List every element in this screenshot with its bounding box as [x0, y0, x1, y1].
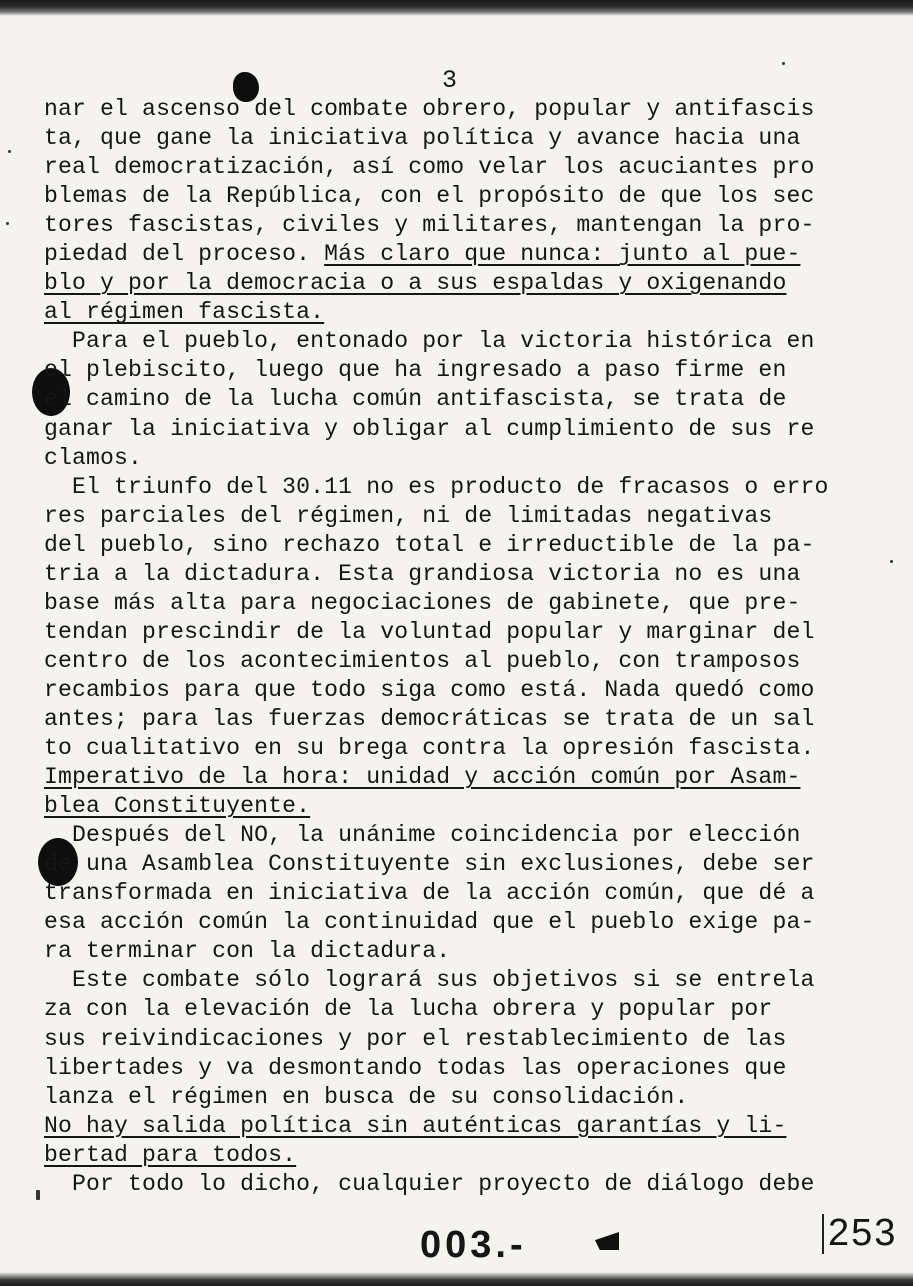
- line-text: piedad del proceso.: [44, 241, 325, 268]
- text-line: [44, 124, 889, 153]
- line-text: ra terminar con la dictadura.: [44, 938, 451, 965]
- footer-code: 003.-: [420, 1224, 527, 1266]
- line-text: nar el ascenso del combate obrero, popular y antifascis: [44, 96, 815, 122]
- page-number: 3: [442, 66, 458, 95]
- scan-speck: [8, 150, 11, 153]
- text-line: [44, 502, 889, 531]
- line-text: sus reivindicaciones y por el restablecimiento de las: [44, 1025, 787, 1052]
- text-line: [44, 647, 889, 676]
- scan-speck: [890, 560, 893, 563]
- line-text: blemas de la República, con el propósito de que los sec: [44, 183, 815, 210]
- line-text: libertades y va desmontando todas las operaciones que: [44, 1054, 787, 1081]
- text-line: [44, 1112, 889, 1141]
- line-text: tria a la dictadura. Esta grandiosa victoria no es una: [44, 560, 801, 587]
- folio-number: 253: [828, 1212, 898, 1254]
- text-line: [44, 821, 889, 850]
- line-text: res parciales del régimen, ni de limitadas negativas: [44, 502, 773, 529]
- line-text: ta, que gane la iniciativa política y avance hacia una: [44, 125, 801, 152]
- text-line: [44, 473, 889, 502]
- line-text: ganar la iniciativa y obligar al cumplimiento de sus re: [44, 415, 815, 442]
- text-line: [44, 589, 889, 618]
- text-line: [44, 1083, 889, 1112]
- footer-ink-mark: [595, 1232, 619, 1250]
- text-line: [44, 1170, 889, 1199]
- underlined-text: Imperativo de la hora: unidad y acción común por Asam-: [44, 764, 801, 791]
- text-line: [44, 792, 889, 821]
- line-text: lanza el régimen en busca de su consolidación.: [44, 1083, 689, 1110]
- text-line: [44, 356, 889, 385]
- line-text: centro de los acontecimientos al pueblo, con tramposos: [44, 647, 801, 674]
- line-text: de una Asamblea Constituyente sin exclusiones, debe ser: [44, 851, 815, 878]
- line-text: Por todo lo dicho, cualquier proyecto de diálogo debe: [44, 1170, 815, 1197]
- typewritten-body: [44, 95, 889, 1199]
- text-line: [44, 676, 889, 705]
- text-line: [44, 937, 889, 966]
- folio-divider: [822, 1214, 824, 1254]
- line-text: base más alta para negociaciones de gabinete, que pre-: [44, 589, 801, 616]
- text-line: [44, 560, 889, 589]
- text-line: [44, 1054, 889, 1083]
- line-text: El triunfo del 30.11 no es producto de fracasos o erro: [44, 473, 829, 500]
- underlined-text: blo y por la democracia o a sus espaldas y oxigenando: [44, 270, 787, 297]
- line-text: za con la elevación de la lucha obrera y popular por: [44, 996, 773, 1023]
- line-text: to cualitativo en su brega contra la opresión fascista.: [44, 735, 815, 762]
- underlined-text: blea Constituyente.: [44, 793, 311, 820]
- scan-speck: [36, 1190, 40, 1200]
- text-line: [44, 415, 889, 444]
- line-text: tores fascistas, civiles y militares, mantengan la pro-: [44, 212, 815, 239]
- line-text: real democratización, así como velar los acuciantes pro: [44, 154, 815, 181]
- text-line: [44, 705, 889, 734]
- line-text: clamos.: [44, 444, 143, 471]
- line-text: Después del NO, la unánime coincidencia por elección: [44, 822, 801, 849]
- scan-speck: [6, 222, 9, 225]
- text-line: [44, 995, 889, 1024]
- underlined-text: No hay salida política sin auténticas garantías y li-: [44, 1112, 787, 1139]
- text-line: [44, 850, 889, 879]
- text-line: [44, 327, 889, 356]
- text-line: [44, 879, 889, 908]
- text-line: [44, 618, 889, 647]
- line-text: recambios para que todo siga como está. Nada quedó como: [44, 676, 815, 703]
- line-text: tendan prescindir de la voluntad popular y marginar del: [44, 618, 815, 645]
- text-line: [44, 734, 889, 763]
- line-text: esa acción común la continuidad que el pueblo exige pa-: [44, 909, 815, 936]
- line-text: del pueblo, sino rechazo total e irreductible de la pa-: [44, 531, 815, 558]
- text-line: [44, 385, 889, 414]
- scan-bottom-edge: [0, 1272, 913, 1286]
- line-text: transformada en iniciativa de la acción común, que dé a: [44, 880, 815, 907]
- text-line: [44, 153, 889, 182]
- text-line: [44, 211, 889, 240]
- text-line: [44, 444, 889, 473]
- line-text: antes; para las fuerzas democráticas se trata de un sal: [44, 705, 815, 732]
- line-text: Este combate sólo logrará sus objetivos si se entrela: [44, 967, 815, 994]
- underlined-text: bertad para todos.: [44, 1141, 297, 1168]
- text-line: [44, 298, 889, 327]
- text-line: [44, 531, 889, 560]
- underlined-text: Más claro que nunca: junto al pue-: [324, 241, 801, 268]
- text-line: [44, 763, 889, 792]
- line-text: el camino de la lucha común antifascista, se trata de: [44, 386, 787, 413]
- text-line: [44, 1141, 889, 1170]
- line-text: el plebiscito, luego que ha ingresado a paso firme en: [44, 357, 787, 384]
- text-line: [44, 240, 889, 269]
- text-line: [44, 182, 889, 211]
- text-line: [44, 908, 889, 937]
- line-text: Para el pueblo, entonado por la victoria histórica en: [44, 328, 815, 355]
- text-line: [44, 95, 889, 124]
- text-line: [44, 269, 889, 298]
- underlined-text: al régimen fascista.: [44, 299, 325, 326]
- text-line: [44, 1025, 889, 1054]
- scan-top-edge: [0, 0, 913, 16]
- text-line: [44, 966, 889, 995]
- scan-speck: [782, 62, 785, 65]
